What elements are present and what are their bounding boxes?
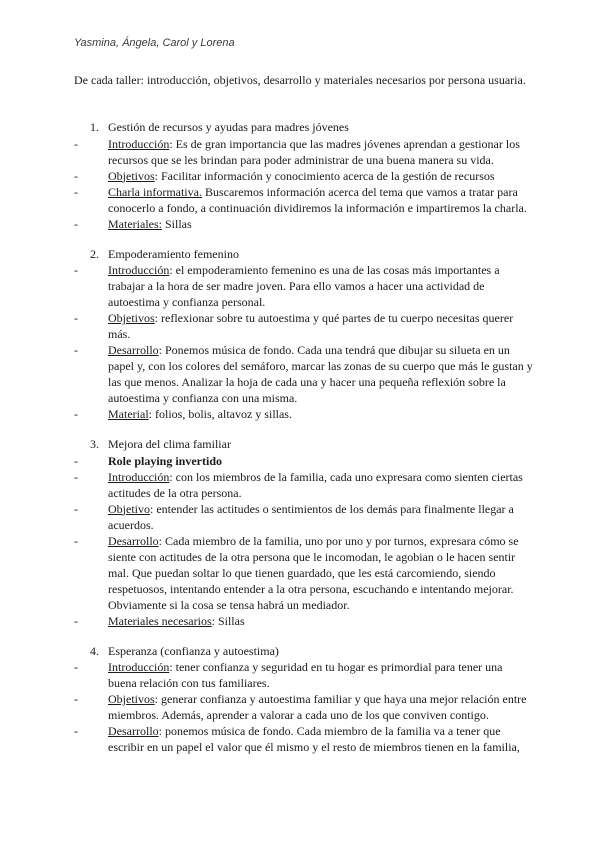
bullet-label: Materiales necesarios [108,613,212,628]
bullet-text: : Es de gran importancia que las madres jóvenes aprendan a gestionar los recursos que se les brindan para poder administrar de una buena manera su vida. [108,136,520,167]
bullet-label: Desarrollo [108,724,159,738]
bullet-text: : con los miembros de la familia, cada uno expresara como sienten ciertas actitudes de la otra persona. [108,469,523,500]
bullet-dash: - [74,453,78,468]
bullet-text: Sillas [161,216,192,231]
bullet-item [74,469,534,501]
bullet-label: Charla informativa. [108,184,202,199]
bullet-label: Materiales: [108,216,162,231]
bullet-label: Desarrollo [108,343,159,357]
bullet-label: Introducción [108,263,170,277]
intro-paragraph: De cada taller: introducción, objetivos, desarrollo y materiales necesarios por persona usuaria. [74,73,526,87]
workshop-title-text: Empoderamiento femenino [108,246,239,261]
bullet-text: : tener confianza y seguridad en tu hogar es primordial para tener una buena relación con tus familiares. [108,660,503,690]
bullet-text: : generar confianza y autoestima familiar y que haya una mejor relación entre miembros. Además, aprender a valorar a cada uno de los que conviven contigo. [108,692,527,722]
bullet-dash: - [74,184,78,199]
bullet-dash: - [74,724,78,738]
bullet-item [74,533,534,613]
bullet-item [74,310,534,342]
workshop-title-text: Esperanza (confianza y autoestima) [108,643,279,658]
workshop-section [74,644,534,756]
bullet-item [74,659,534,691]
bullet-dash: - [74,263,78,277]
bullet-text: : entender las actitudes o sentimientos de los demás para finalmente llegar a acuerdos. [108,501,514,532]
bullet-dash: - [74,501,78,516]
bullet-text: : Cada miembro de la familia, uno por uno y por turnos, expresara cómo se siente con actitudes de la otra persona que le incomodan, le agobian o le hacen sentir mal. Que puedan soltar lo que tienen guardado, que les está carcomiendo, siendo respetuosos, intentando entender a la otra persona, escuchando e intentando mejorar. Obviamente si la cosa se tensa habrá un mediador. [108,533,519,612]
bullet-item [74,136,534,168]
bullet-item [74,184,534,216]
workshop-title [74,120,534,136]
bullet-dash: - [74,469,78,484]
bullet-item [74,501,534,533]
workshop-number: 2. [90,246,99,261]
bullet-label: Introducción [108,469,170,484]
bullet-item [74,216,534,232]
workshop-title-text: Gestión de recursos y ayudas para madres jóvenes [108,120,349,134]
bullet-label: Objetivo [108,501,150,516]
bullet-bold-text: Role playing invertido [108,453,223,468]
bullet-label: Material [108,407,149,421]
bullet-label: Introducción [108,136,170,151]
workshop-section [74,247,534,423]
bullet-item [74,342,534,406]
workshop-title [74,247,534,263]
bullet-label: Desarrollo [108,533,159,548]
bullet-dash: - [74,343,78,357]
bullet-dash: - [74,660,78,674]
bullet-text: : el empoderamiento femenino es una de las cosas más importantes a trabajar a la hora de ser madre joven. Para ello vamos a hacer una actividad de autoestima y confianza personal. [108,263,500,309]
bullet-dash: - [74,136,78,151]
bullet-item [74,723,534,755]
bullet-dash: - [74,216,78,231]
workshop-section [74,437,534,629]
bullet-label: Objetivos [108,692,155,706]
bullet-text: : folios, bolis, altavoz y sillas. [148,407,292,421]
bullet-label: Introducción [108,660,170,674]
bullet-item [74,691,534,723]
bullet-dash: - [74,168,78,183]
workshop-title [74,437,534,453]
bullet-text: : Ponemos música de fondo. Cada una tendrá que dibujar su silueta en un papel y, con los colores del semáforo, marcar las zonas de su cuerpo que más le gustan y las que menos. Analizar la hoja de cada una y hacer una pequeña reflexión sobre la autoestima y confianza con una misma. [108,343,533,405]
workshop-number: 4. [90,643,99,658]
bullet-item [74,262,534,310]
bullet-item [74,168,534,184]
bullet-item [74,453,534,469]
workshop-number: 1. [90,120,99,134]
document-header: Yasmina, Ángela, Carol y Lorena [74,37,235,49]
workshop-title [74,644,534,660]
bullet-text: : ponemos música de fondo. Cada miembro de la familia va a tener que escribir en un papel el valor que él mismo y el resto de miembros tienen en la familia, [108,724,520,754]
workshop-list [74,120,534,770]
bullet-label: Objetivos [108,168,155,183]
bullet-text: Buscaremos información acerca del tema que vamos a tratar para conocerlo a fondo, a continuación dividiremos la información e impartiremos la charla. [108,184,527,215]
bullet-item [74,406,534,422]
bullet-text: : Facilitar información y conocimiento acerca de la gestión de recursos [154,168,495,183]
bullet-label: Objetivos [108,311,155,325]
bullet-text: : reflexionar sobre tu autoestima y qué partes de tu cuerpo necesitas querer más. [108,311,514,341]
bullet-dash: - [74,692,78,706]
workshop-number: 3. [90,437,99,451]
bullet-dash: - [74,311,78,325]
bullet-item [74,613,534,629]
workshop-title-text: Mejora del clima familiar [108,437,231,451]
bullet-text: : Sillas [211,613,245,628]
bullet-dash: - [74,533,78,548]
bullet-dash: - [74,613,78,628]
workshop-section [74,120,534,232]
bullet-dash: - [74,407,78,421]
